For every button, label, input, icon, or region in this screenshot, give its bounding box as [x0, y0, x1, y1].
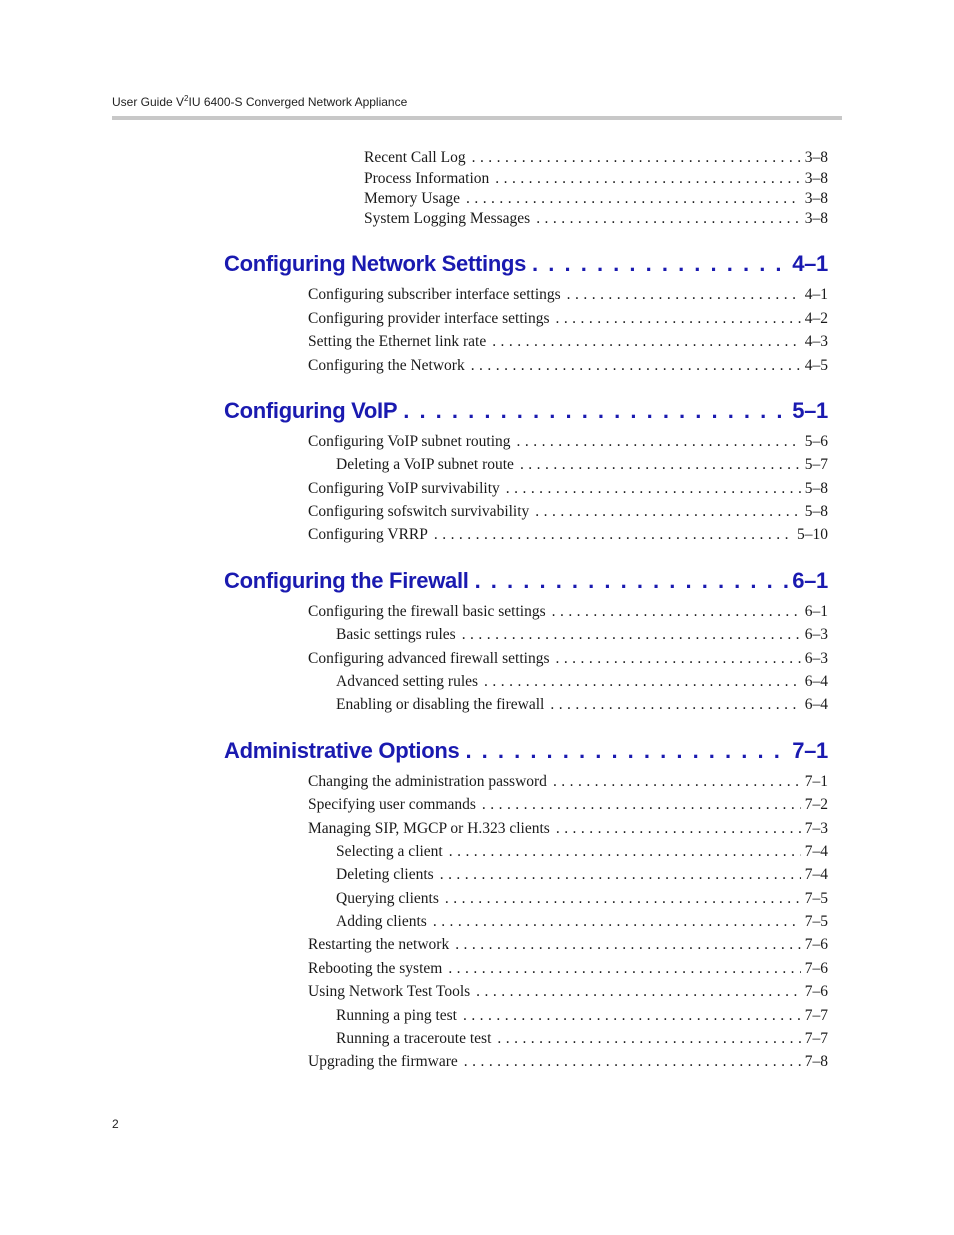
toc-entry-title: Upgrading the firmware — [308, 1053, 458, 1070]
toc-entry-page: 4–5 — [804, 357, 828, 374]
toc-entry-page: 7–6 — [804, 960, 828, 977]
toc-entry[interactable] — [364, 149, 828, 169]
toc-entry-page: 6–3 — [804, 650, 828, 667]
toc-entry[interactable] — [308, 433, 828, 453]
dot-leader — [472, 149, 801, 167]
toc-entry-title: Enabling or disabling the firewall — [336, 696, 545, 713]
toc-entry-page: 7–4 — [804, 843, 828, 860]
toc-entry[interactable] — [308, 603, 828, 623]
dot-leader — [463, 1007, 801, 1025]
dot-leader — [466, 190, 801, 208]
chapter-title: Configuring the Firewall — [224, 568, 469, 593]
toc-entry-page: 6–4 — [804, 673, 828, 690]
dot-leader — [464, 1053, 801, 1071]
dot-leader — [555, 310, 800, 328]
toc-entry-page: 4–3 — [804, 333, 828, 350]
dot-leader — [433, 913, 801, 931]
dot-leader — [535, 503, 800, 521]
chapter-title: Administrative Options — [224, 738, 460, 763]
toc-entry-page: 3–8 — [804, 190, 828, 207]
chapter-page: 7–1 — [792, 738, 828, 763]
toc-entry[interactable] — [364, 170, 828, 190]
dot-leader — [403, 398, 788, 424]
toc-entry-page: 3–8 — [804, 170, 828, 187]
header-rule — [112, 116, 842, 120]
toc-entry-title: Running a traceroute test — [336, 1030, 492, 1047]
toc-entry-page: 5–7 — [804, 456, 828, 473]
toc-chapter-heading[interactable] — [224, 568, 828, 598]
toc-entry[interactable] — [308, 1053, 828, 1073]
toc-entry-page: 5–8 — [804, 480, 828, 497]
dot-leader — [475, 568, 789, 594]
toc-entry-title: Memory Usage — [364, 190, 460, 207]
toc-entry-page: 7–6 — [804, 983, 828, 1000]
toc-chapter-heading[interactable] — [224, 251, 828, 281]
toc-entry[interactable] — [308, 773, 828, 793]
toc-entry[interactable] — [308, 310, 828, 330]
dot-leader — [552, 603, 801, 621]
toc-entry-title: Configuring advanced firewall settings — [308, 650, 550, 667]
toc-entry-title: Setting the Ethernet link rate — [308, 333, 487, 350]
toc-entry-title: System Logging Messages — [364, 210, 531, 227]
toc-entry[interactable] — [308, 333, 828, 353]
toc-entry[interactable] — [308, 357, 828, 377]
toc-entry-page: 6–3 — [804, 626, 828, 643]
header-superscript: 2 — [184, 94, 189, 103]
dot-leader — [471, 357, 801, 375]
dot-leader — [520, 456, 801, 474]
dot-leader — [497, 1030, 800, 1048]
dot-leader — [536, 210, 801, 228]
toc-entry-title: Restarting the network — [308, 936, 450, 953]
toc-entry-title: Configuring VoIP subnet routing — [308, 433, 511, 450]
dot-leader — [455, 936, 801, 954]
toc-entry-page: 7–3 — [804, 820, 828, 837]
toc-entry[interactable] — [308, 286, 828, 306]
dot-leader — [532, 251, 788, 277]
toc-entry-page: 4–1 — [804, 286, 828, 303]
dot-leader — [476, 983, 801, 1001]
toc-entry[interactable] — [336, 696, 828, 716]
toc-entry[interactable] — [308, 820, 828, 840]
toc-entry-page: 7–5 — [804, 913, 828, 930]
dot-leader — [465, 738, 788, 764]
dot-leader — [495, 170, 800, 188]
header-text-end: IU 6400-S Converged Network Appliance — [188, 95, 408, 109]
dot-leader — [434, 526, 793, 544]
toc-entry-page: 3–8 — [804, 149, 828, 166]
toc-entry[interactable] — [308, 526, 828, 546]
dot-leader — [550, 696, 800, 714]
toc-entry[interactable] — [364, 190, 828, 210]
toc-entry[interactable] — [336, 1030, 828, 1050]
toc-entry-title: Managing SIP, MGCP or H.323 clients — [308, 820, 550, 837]
dot-leader — [462, 626, 801, 644]
chapter-title: Configuring VoIP — [224, 398, 398, 423]
toc-entry-page: 6–4 — [804, 696, 828, 713]
toc-entry-title: Configuring VoIP survivability — [308, 480, 500, 497]
toc-entry-title: Adding clients — [336, 913, 427, 930]
toc-entry-title: Basic settings rules — [336, 626, 456, 643]
toc-entry-title: Configuring the Network — [308, 357, 465, 374]
toc-entry[interactable] — [336, 913, 828, 933]
dot-leader — [506, 480, 801, 498]
dot-leader — [440, 866, 801, 884]
toc-entry-page: 7–7 — [804, 1007, 828, 1024]
toc-chapter-heading[interactable] — [224, 738, 828, 768]
toc-entry[interactable] — [308, 960, 828, 980]
toc-entry-title: Querying clients — [336, 890, 439, 907]
toc-entry[interactable] — [336, 890, 828, 910]
toc-entry-title: Advanced setting rules — [336, 673, 479, 690]
header-text-start: User Guide V — [112, 95, 185, 109]
toc-entry-page: 5–6 — [804, 433, 828, 450]
toc-entry-page: 5–8 — [804, 503, 828, 520]
dot-leader — [567, 286, 801, 304]
dot-leader — [517, 433, 801, 451]
toc-entry[interactable] — [336, 843, 828, 863]
toc-entry[interactable] — [336, 673, 828, 693]
toc-entry[interactable] — [308, 936, 828, 956]
toc-entry-page: 7–8 — [804, 1053, 828, 1070]
toc-entry-title: Selecting a client — [336, 843, 443, 860]
toc-entry[interactable] — [308, 796, 828, 816]
toc-entry-title: Configuring the firewall basic settings — [308, 603, 546, 620]
toc-entry[interactable] — [336, 866, 828, 886]
toc-entry-page: 7–4 — [804, 866, 828, 883]
toc-entry-title: Process Information — [364, 170, 490, 187]
toc-entry-page: 7–6 — [804, 936, 828, 953]
chapter-title: Configuring Network Settings — [224, 251, 527, 276]
toc-entry[interactable] — [308, 650, 828, 670]
running-header — [112, 94, 407, 109]
dot-leader — [448, 960, 800, 978]
dot-leader — [484, 673, 801, 691]
toc-entry[interactable] — [336, 456, 828, 476]
dot-leader — [556, 820, 801, 838]
chapter-page: 4–1 — [792, 251, 828, 276]
toc-entry-title: Specifying user commands — [308, 796, 476, 813]
toc-entry-page: 7–2 — [804, 796, 828, 813]
dot-leader — [482, 796, 801, 814]
toc-chapter-heading[interactable] — [224, 398, 828, 428]
toc-entry-page: 4–2 — [804, 310, 828, 327]
dot-leader — [553, 773, 801, 791]
toc-entry[interactable] — [364, 210, 828, 230]
toc-entry-title: Recent Call Log — [364, 149, 466, 166]
toc-entry[interactable] — [308, 503, 828, 523]
dot-leader — [492, 333, 801, 351]
toc-entry-title: Rebooting the system — [308, 960, 443, 977]
dot-leader — [445, 890, 801, 908]
toc-entry[interactable] — [308, 480, 828, 500]
toc-entry-page: 6–1 — [804, 603, 828, 620]
toc-entry-page: 3–8 — [804, 210, 828, 227]
toc-entry-title: Configuring VRRP — [308, 526, 428, 543]
dot-leader — [555, 650, 800, 668]
toc-entry-title: Configuring sofswitch survivability — [308, 503, 530, 520]
toc-entry-title: Configuring subscriber interface settings — [308, 286, 561, 303]
chapter-page: 6–1 — [792, 568, 828, 593]
dot-leader — [449, 843, 801, 861]
toc-entry-title: Running a ping test — [336, 1007, 457, 1024]
toc-entry-page: 7–1 — [804, 773, 828, 790]
toc-entry-page: 7–7 — [804, 1030, 828, 1047]
toc-entry-title: Using Network Test Tools — [308, 983, 471, 1000]
page-number: 2 — [112, 1117, 119, 1131]
toc-entry[interactable] — [308, 983, 828, 1003]
toc-entry-page: 7–5 — [804, 890, 828, 907]
toc-entry-title: Changing the administration password — [308, 773, 547, 790]
toc-entry[interactable] — [336, 1007, 828, 1027]
chapter-page: 5–1 — [792, 398, 828, 423]
toc-entry[interactable] — [336, 626, 828, 646]
toc-entry-page: 5–10 — [797, 526, 828, 543]
toc-entry-title: Deleting a VoIP subnet route — [336, 456, 514, 473]
toc-entry-title: Deleting clients — [336, 866, 434, 883]
toc-entry-title: Configuring provider interface settings — [308, 310, 550, 327]
